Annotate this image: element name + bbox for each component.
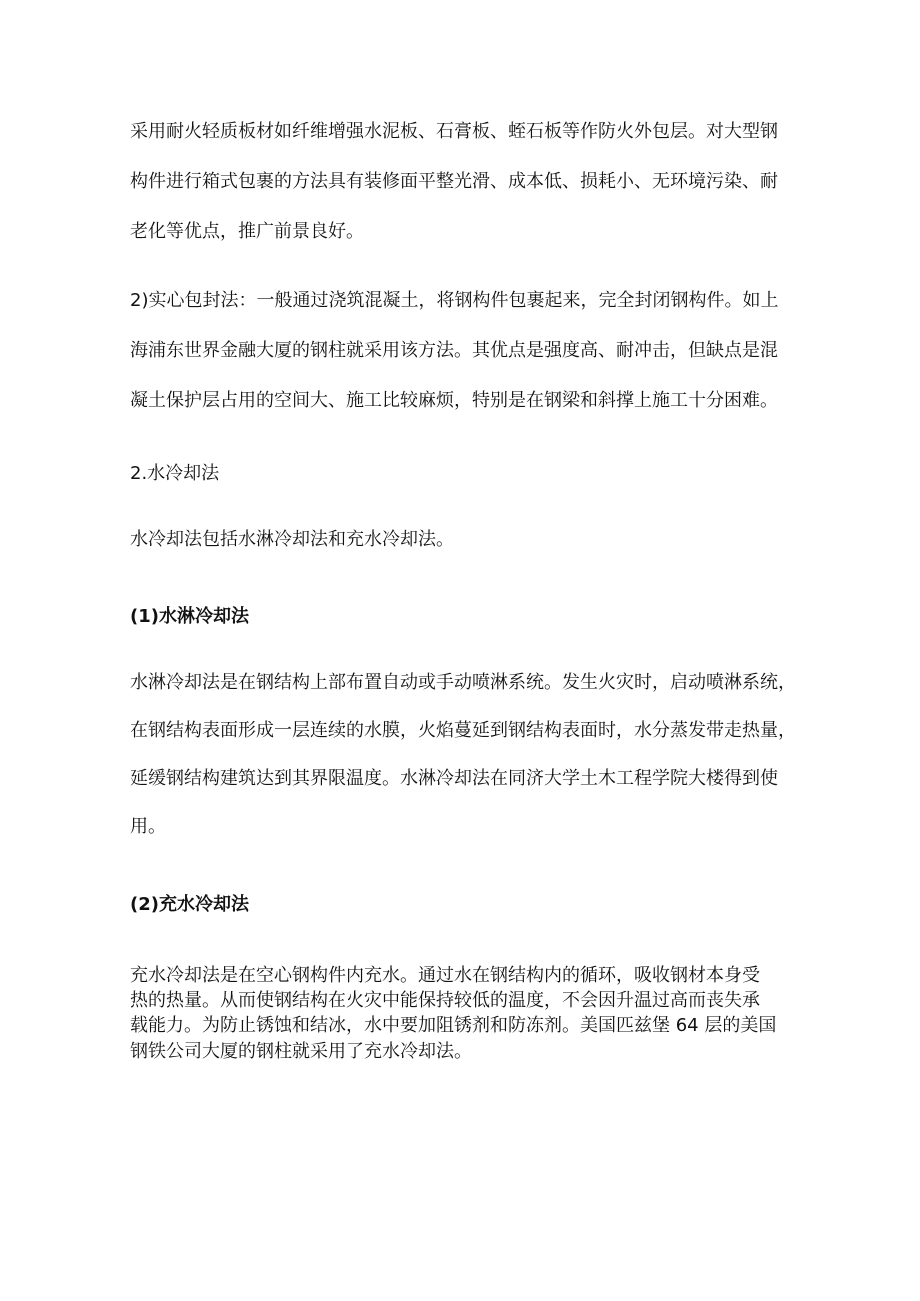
heading-spray-cooling: (1)水淋冷却法 [130, 606, 249, 627]
heading-water-cooling: 2.水冷却法 [130, 463, 220, 484]
paragraph-spray-line-4: 用。 [130, 816, 166, 837]
paragraph-fill-line-4: 钢铁公司大厦的钢柱就采用了充水冷却法。 [130, 1041, 472, 1062]
paragraph-solid-encasement-line-1: 2)实心包封法：一般通过浇筑混凝土，将钢构件包裹起来，完全封闭钢构件。如上 [130, 290, 779, 311]
paragraph-solid-encasement-line-3: 凝土保护层占用的空间大、施工比较麻烦，特别是在钢梁和斜撑上施工十分困难。 [130, 390, 778, 411]
paragraph-spray-line-1: 水淋冷却法是在钢结构上部布置自动或手动喷淋系统。发生火灾时，启动喷淋系统， [130, 672, 796, 693]
paragraph-board-line-2: 构件进行箱式包裹的方法具有装修面平整光滑、成本低、损耗小、无环境污染、耐 [130, 171, 778, 192]
paragraph-fill-line-1: 充水冷却法是在空心钢构件内充水。通过水在钢结构内的循环，吸收钢材本身受 [130, 965, 760, 986]
paragraph-board-line-1: 采用耐火轻质板材如纤维增强水泥板、石膏板、蛭石板等作防火外包层。对大型钢 [130, 121, 778, 142]
paragraph-spray-line-2: 在钢结构表面形成一层连续的水膜，火焰蔓延到钢结构表面时，水分蒸发带走热量， [130, 720, 796, 741]
paragraph-fill-line-2: 热的热量。从而使钢结构在火灾中能保持较低的温度，不会因升温过高而丧失承 [130, 990, 760, 1011]
paragraph-board-line-3: 老化等优点，推广前景良好。 [130, 221, 364, 242]
heading-fill-cooling: (2)充水冷却法 [130, 894, 249, 915]
paragraph-solid-encasement-line-2: 海浦东世界金融大厦的钢柱就采用该方法。其优点是强度高、耐冲击，但缺点是混 [130, 340, 778, 361]
paragraph-water-cooling-intro: 水冷却法包括水淋冷却法和充水冷却法。 [130, 529, 454, 550]
paragraph-fill-line-3: 载能力。为防止锈蚀和结冰，水中要加阻锈剂和防冻剂。美国匹兹堡 64 层的美国 [130, 1015, 777, 1036]
paragraph-spray-line-3: 延缓钢结构建筑达到其界限温度。水淋冷却法在同济大学土木工程学院大楼得到使 [130, 768, 778, 789]
